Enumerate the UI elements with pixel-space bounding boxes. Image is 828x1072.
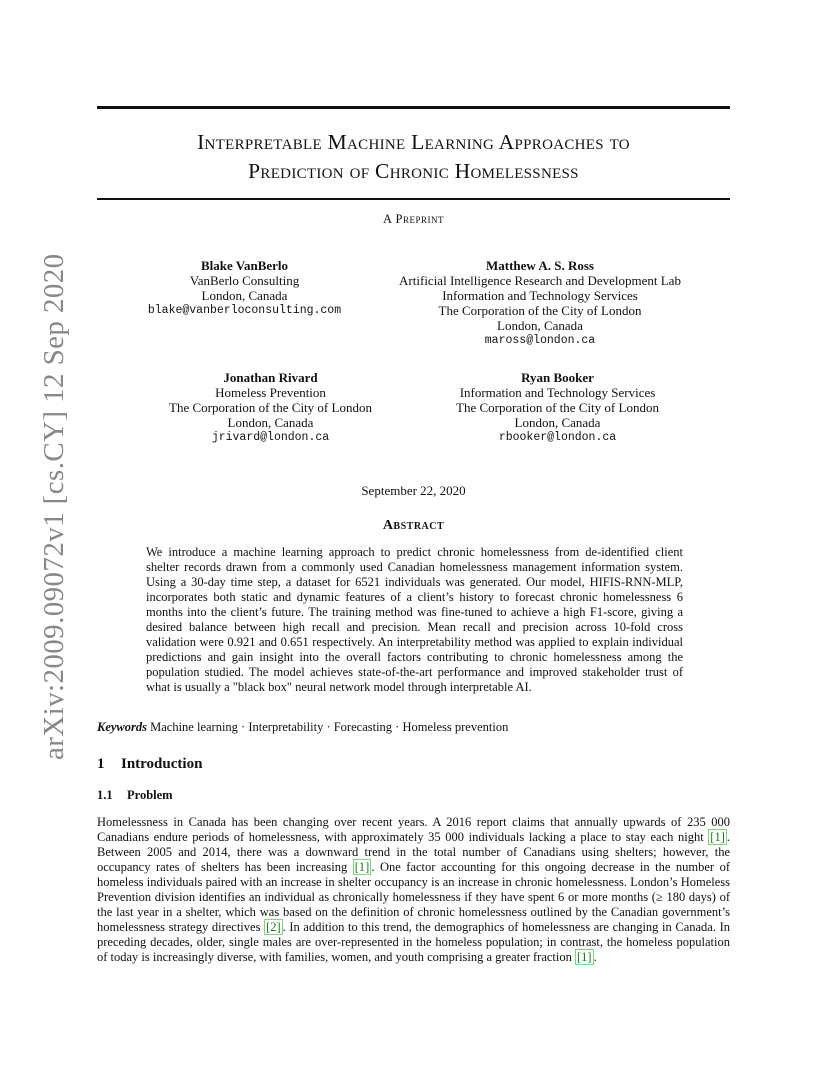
top-rule	[97, 106, 730, 109]
body-text: .	[593, 950, 597, 964]
author-name: Matthew A. S. Ross	[486, 258, 594, 273]
arxiv-watermark: arXiv:2009.09072v1 [cs.CY] 12 Sep 2020	[38, 253, 70, 760]
title-bottom-rule	[97, 198, 730, 200]
author-location: London, Canada	[497, 318, 583, 333]
subsection-heading	[97, 788, 173, 803]
keywords-label: Keywords	[97, 720, 147, 734]
keywords-list: Machine learning · Interpretability · Forecasting · Homeless prevention	[150, 720, 509, 734]
subsection-number: 1.1	[97, 788, 113, 802]
body-paragraph	[97, 815, 730, 965]
author-location: London, Canada	[227, 415, 314, 430]
paper-title	[97, 128, 730, 186]
citation-link[interactable]: [1]	[577, 950, 592, 964]
author-email[interactable]: rbooker@london.ca	[498, 431, 617, 444]
author-name: Jonathan Rivard	[223, 370, 318, 385]
citation-link[interactable]: [1]	[710, 830, 725, 844]
citation-link[interactable]: [2]	[266, 920, 281, 934]
section-heading	[97, 756, 202, 773]
author-block	[412, 370, 703, 445]
author-affiliation: Information and Technology Services	[459, 385, 656, 400]
author-email[interactable]: jrivard@london.ca	[211, 431, 330, 444]
author-email[interactable]: maross@london.ca	[484, 334, 596, 347]
body-text: Homelessness in Canada has been changing over recent years. A 2016 report claims that annually upwards of 235 000 Canadians endure periods of homelessness, with approximately 35 000 individuals lacking a place to stay each night	[97, 815, 730, 844]
author-name: Ryan Booker	[521, 370, 594, 385]
title-line-2: Prediction of Chronic Homelessness	[248, 159, 579, 183]
section-number: 1	[97, 756, 105, 772]
author-block	[392, 258, 688, 348]
preprint-label: A Preprint	[383, 212, 444, 226]
author-affiliation: The Corporation of the City of London	[438, 303, 642, 318]
author-name: Blake VanBerlo	[200, 258, 289, 273]
author-block	[97, 258, 392, 318]
keywords-line	[97, 720, 508, 735]
citation-link[interactable]: [1]	[354, 860, 370, 874]
author-affiliation: Homeless Prevention	[215, 385, 326, 400]
author-affiliation: The Corporation of the City of London	[169, 400, 372, 415]
abstract-heading: Abstract	[382, 518, 445, 533]
author-affiliation: Information and Technology Services	[442, 288, 638, 303]
author-affiliation: VanBerlo Consulting	[189, 273, 300, 288]
body-text: . Between 2005 and 2014, there was a downward trend in the total number of Canadians using shelters; however, the occupancy rates of shelters has been increasing	[97, 830, 730, 874]
author-block	[125, 370, 416, 445]
author-location: London, Canada	[201, 288, 288, 303]
author-affiliation: Artificial Intelligence Research and Development Lab	[399, 273, 681, 288]
body-text: . In addition to this trend, the demographics of homelessness are changing in Canada. In preceding decades, older, single males are over-represented in the homeless population; in contrast, the homeless population of today is increasingly diverse, with families, women, and youth comprising a greater fraction	[97, 920, 731, 964]
author-email[interactable]: blake@vanberloconsulting.com	[147, 304, 342, 317]
abstract-text: We introduce a machine learning approach to predict chronic homelessness from de-identified client shelter records drawn from a commonly used Canadian homelessness management information system. Using a 30-day time step, a dataset for 6521 individuals was generated. Our model, HIFIS-RNN-MLP, incorporates both static and dynamic features of a client’s history to forecast chronic homelessness 6 months into the client’s future. The training method was fine-tuned to achieve a high F1-score, giving a desired balance between high recall and precision. Mean recall and precision across 10-fold cross validation were 0.921 and 0.651 respectively. An interpretability method was applied to explain individual predictions and gain insight into the overall factors contributing to chronic homelessness among the population studied. The model achieves state-of-the-art performance and improved stakeholder trust of what is usually a "black box" neural network model through interpretable AI.	[146, 545, 683, 694]
title-line-1: Interpretable Machine Learning Approaches to	[197, 130, 630, 154]
subsection-title: Problem	[127, 788, 173, 802]
paper-date: September 22, 2020	[361, 483, 466, 498]
body-text: . One factor accounting for this ongoing decrease in the number of homeless individuals paired with an increase in shelter occupancy is an increase in chronic homelessness. London’s Homeless Prevention division identifies an individual as chronically homelessness if they have spent 6 or more months (≥ 180 days) of the last year in a shelter, which was based on the definition of chronic homelessness outlined by the Canadian government’s homelessness strategy directives	[97, 860, 730, 934]
author-location: London, Canada	[514, 415, 601, 430]
section-title: Introduction	[121, 756, 203, 772]
author-affiliation: The Corporation of the City of London	[456, 400, 659, 415]
